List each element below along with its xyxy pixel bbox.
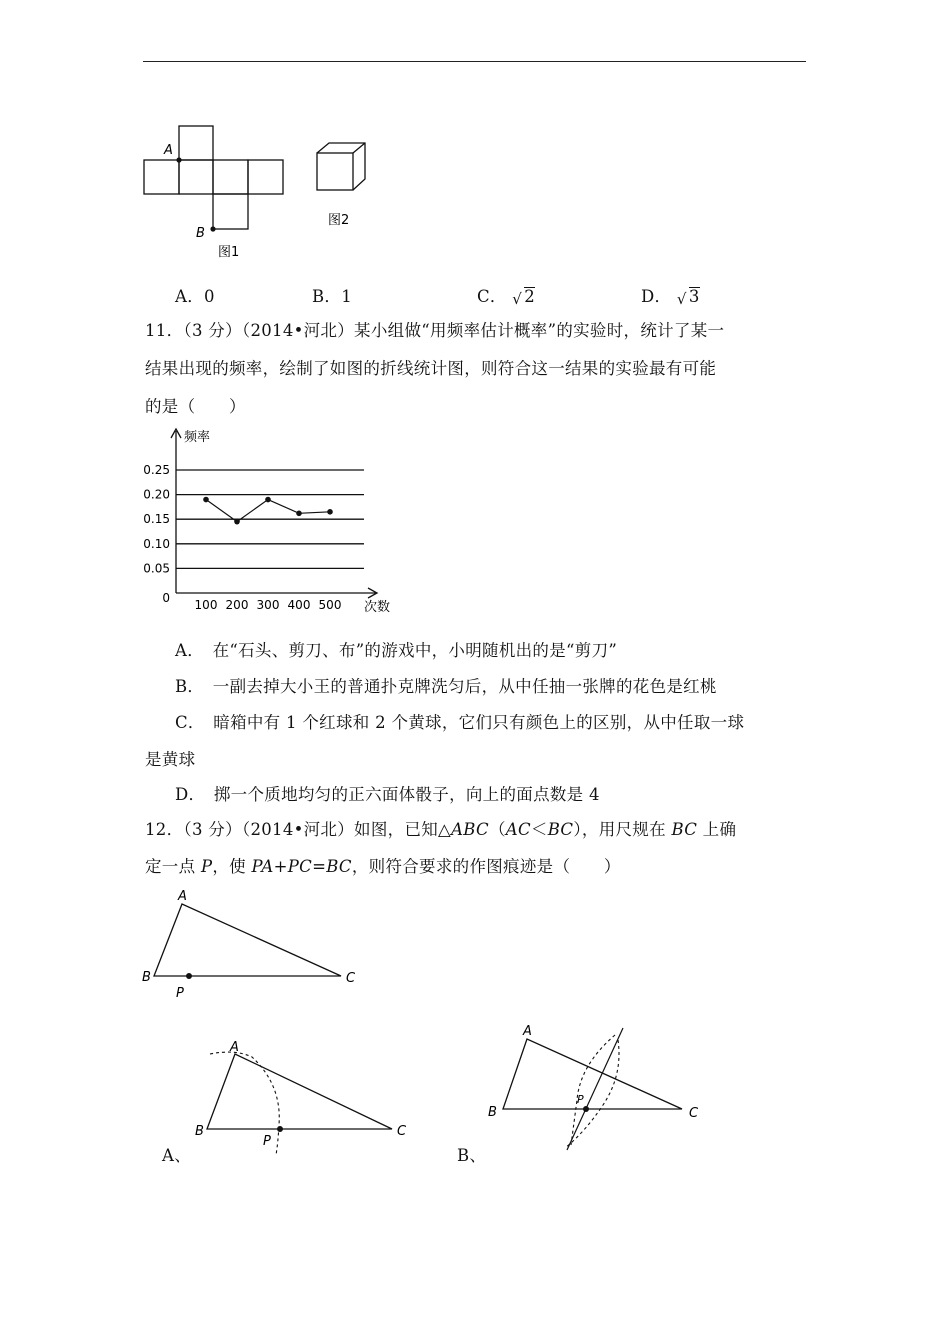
- q11-option-b: B． 一副去掉大小王的普通扑克牌洗匀后，从中任抽一张牌的花色是红桃: [175, 677, 717, 696]
- q12-stem-line1: 12．（3 分）（2014•河北）如图，已知△ABC（AC＜BC），用尺规在 BC 上确: [145, 820, 737, 839]
- sqrt-3: √ 3: [676, 287, 700, 308]
- q10-option-c: C． √ 2: [477, 287, 536, 308]
- q11-option-a: A． 在“石头、剪刀、布”的游戏中，小明随机出的是“剪刀”: [175, 641, 618, 660]
- q12-option-b-label: B、: [457, 1146, 487, 1165]
- cube-net-figure: [138, 118, 298, 268]
- cube-figure: [310, 138, 380, 228]
- q10-option-a: A．0: [175, 287, 215, 306]
- q11-stem-line2: 结果出现的频率，绘制了如图的折线统计图，则符合这一结果的实验最有可能: [145, 359, 717, 378]
- q11-option-c-continued: 是黄球: [145, 750, 196, 769]
- svg-text:A: A: [178, 889, 187, 904]
- y-tick-label: 0.20: [143, 487, 170, 502]
- q10-option-d: D． √ 3: [641, 287, 700, 308]
- sqrt-2: √ 2: [512, 287, 536, 308]
- svg-text:C: C: [689, 1106, 699, 1121]
- label-a: A: [164, 143, 173, 158]
- q11-option-d: D． 掷一个质地均匀的正六面体骰子，向上的面点数是 4: [175, 785, 600, 804]
- y-tick-label: 0: [162, 591, 170, 605]
- option-b-construction: [485, 1020, 715, 1160]
- y-tick-label: 0.25: [143, 463, 170, 477]
- svg-text:P: P: [577, 1093, 584, 1106]
- data-point: [327, 509, 333, 515]
- q11-option-c: C． 暗箱中有 1 个红球和 2 个黄球，它们只有颜色上的区别，从中任取一球: [175, 713, 745, 732]
- x-tick-label: 100: [194, 598, 218, 612]
- x-tick-label: 300: [256, 598, 280, 612]
- svg-text:A: A: [523, 1024, 532, 1039]
- label-b: B: [196, 226, 205, 241]
- q11-stem-line3: 的是（ ）: [145, 397, 246, 416]
- data-point: [265, 497, 271, 503]
- fig2-label: 图2: [328, 213, 350, 228]
- y-tick-label: 0.10: [143, 536, 170, 551]
- q12-option-a-label: A、: [162, 1146, 192, 1165]
- frequency-line-chart: [138, 423, 400, 618]
- y-tick-label: 0.15: [143, 512, 170, 527]
- y-axis-label: 频率: [184, 430, 211, 445]
- svg-text:B: B: [142, 970, 151, 985]
- x-tick-label: 400: [287, 598, 311, 612]
- svg-text:C: C: [397, 1124, 407, 1139]
- data-point: [296, 510, 302, 516]
- svg-text:C: C: [346, 971, 356, 986]
- point-a-dot: [176, 157, 181, 162]
- svg-text:A: A: [230, 1040, 239, 1055]
- data-point: [203, 497, 209, 503]
- svg-text:P: P: [263, 1134, 271, 1149]
- fig1-label: 图1: [218, 245, 240, 260]
- x-axis-label: 次数: [364, 600, 391, 615]
- q10-option-b: B．1: [312, 287, 353, 306]
- svg-text:B: B: [488, 1105, 497, 1120]
- series-line: [206, 500, 330, 522]
- header-rule: [143, 61, 806, 62]
- x-tick-label: 500: [318, 598, 342, 612]
- option-a-construction: [190, 1035, 420, 1165]
- triangle-abc-figure: [138, 885, 368, 1005]
- data-point: [234, 519, 240, 525]
- svg-text:P: P: [176, 986, 184, 1001]
- q12-stem-line2: 定一点 P，使 PA+PC=BC，则符合要求的作图痕迹是（ ）: [145, 857, 621, 876]
- point-b-dot: [210, 226, 215, 231]
- x-tick-label: 200: [225, 598, 249, 612]
- svg-text:B: B: [195, 1124, 204, 1139]
- q11-stem-line1: 11．（3 分）（2014•河北）某小组做“用频率估计概率”的实验时，统计了某一: [145, 321, 725, 340]
- y-tick-label: 0.05: [143, 561, 170, 576]
